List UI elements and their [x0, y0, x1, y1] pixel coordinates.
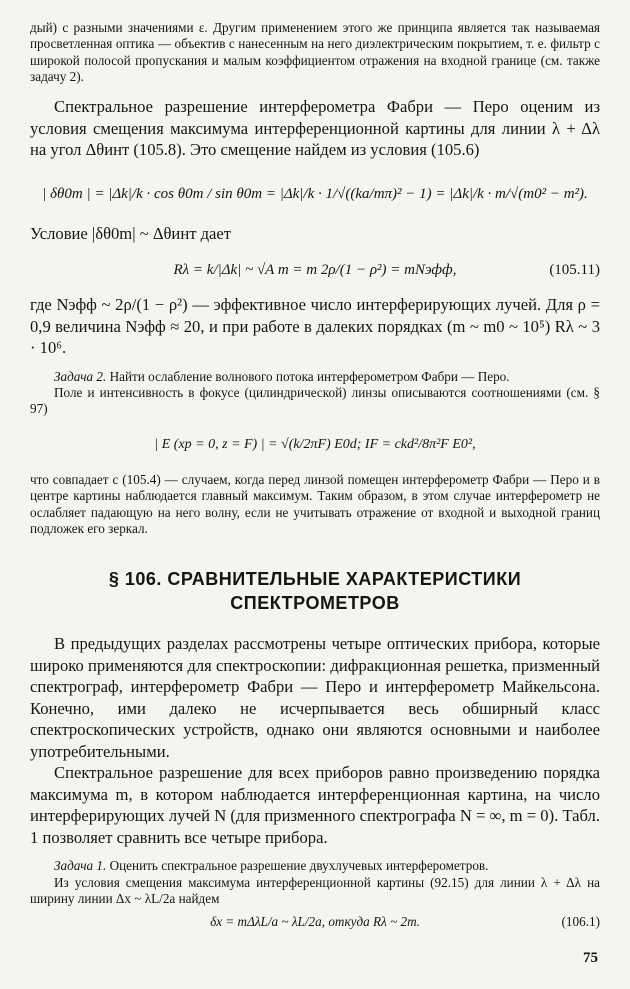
section-heading-line-2: СПЕКТРОМЕТРОВ — [230, 593, 400, 614]
task-1-label: Задача 1. — [54, 858, 107, 874]
paragraph-intro — [30, 20, 600, 88]
task-1-block — [30, 858, 600, 907]
equation-c: | E (xp = 0, z = F) | = √(k/2πF) E0d; IF = ckd²/8π²F E0², — [154, 436, 476, 452]
equation-a: | δθ0m | = |Δk|/k · cos θ0m / sin θ0m = |Δk|/k · 1/√((ka/mπ)² − 1) = |Δk|/k · m/√(m0² − m²). — [42, 185, 588, 202]
section-heading — [30, 567, 600, 615]
paragraph-5: Поле и интенсивность в фокусе (цилиндрической) линзы описываются соотношениями (см. § 97) — [30, 384, 600, 417]
page-body — [30, 20, 600, 932]
equation-105-11 — [30, 250, 600, 290]
text-block-2 — [30, 223, 600, 245]
task-2-label: Задача 2. — [54, 368, 107, 384]
paragraph-7: В предыдущих разделах рассмотрены четыре оптических прибора, которые широко применяются для спектроскопии: дифракционная решетка, призменный спектрограф, интерферометр Фабри — Перо и интерферометр Майкельсона. Конечно, ими далеко не исчерпывается весь обширный класс спектроскопических устройств, однако они являются основными и наиболее употребительными. — [30, 634, 600, 761]
text-block-1 — [30, 96, 600, 161]
equation-105-6 — [30, 171, 600, 217]
equation-intensity — [30, 426, 600, 464]
page-number: 75 — [583, 950, 598, 966]
paragraph-2: Спектральное разрешение интерферометра Фабри — Перо оценим из условия смещения максимума интерференционной картины для линии λ + Δλ на угол Δθинт (105.8). Это смещение найдем из условия (105.6) — [30, 97, 600, 159]
equation-106-1 — [30, 912, 600, 932]
task-1 — [30, 858, 600, 874]
paragraph-9: Из условия смещения максимума интерференционной картины (92.15) для линии λ + Δλ на ширину линии Δx ~ λL/2a найдем — [30, 874, 600, 907]
section-heading-line-1: § 106. СРАВНИТЕЛЬНЫЕ ХАРАКТЕРИСТИКИ — [108, 569, 522, 590]
equation-number-106-1: (106.1) — [561, 913, 600, 929]
paragraph-1: дый) с разными значениями ε. Другим применением этого же принципа является так называемая просветленная оптика — объектив с нанесенным на него диэлектрическим покрытием, т. е. фильтр с широкой полосой пропускания и малым коэффициентом отражения на входной границе (см. также задачу 2). — [30, 20, 600, 85]
paragraph-3: Условие |δθ0m| ~ Δθинт дает — [30, 223, 232, 243]
task-1-text: Оценить спектральное разрешение двухлучевых интерферометров. — [109, 858, 489, 874]
paragraph-8: Спектральное разрешение для всех приборов равно произведению порядка максимума m, в котором наблюдается интерференционная картина, на число интерферирующих лучей N (для призменного спектрографа N = ∞, m = 0). Табл. 1 позволяет сравнить все четыре прибора. — [30, 763, 600, 847]
task-2 — [30, 369, 600, 385]
text-block-4 — [30, 472, 600, 538]
paragraph-4: где Nэфф ~ 2ρ/(1 − ρ²) — эффективное число интерферирующих лучей. Для ρ = 0,9 величина Nэфф ≈ 20, и при работе в далеких порядках (m ~ m0 ~ 10⁵) Rλ ~ 3 · 10⁶. — [30, 295, 600, 357]
equation-d: δx = mΔλL/a ~ λL/2a, откуда Rλ ~ 2m. — [210, 913, 420, 929]
task-2-block — [30, 369, 600, 418]
task-2-text: Найти ослабление волнового потока интерферометром Фабри — Перо. — [109, 368, 510, 384]
text-block-3 — [30, 294, 600, 359]
equation-b: Rλ = k/|Δk| ~ √A m = m 2ρ/(1 − ρ²) = mNэфф, — [173, 262, 457, 278]
equation-number-105-11: (105.11) — [549, 262, 600, 278]
paragraph-6: что совпадает с (105.4) — случаем, когда перед линзой помещен интерферометр Фабри — Перо и в центре картины наблюдается главный максимум. Таким образом, в этом случае интерферометр не ослабляет падающую на него волну, если не учитывать отражение от входной и выходной границ подложек его зеркал. — [30, 471, 600, 536]
text-block-5 — [30, 633, 600, 848]
